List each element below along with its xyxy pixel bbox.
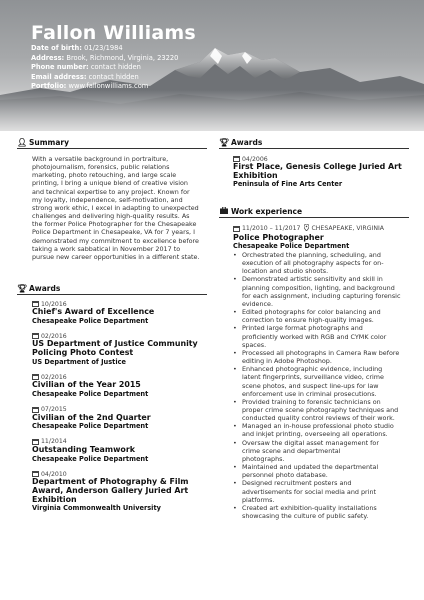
award-organization: Chesapeake Police Department xyxy=(32,316,149,325)
responsibility-item xyxy=(232,308,417,324)
trophy-icon: 🏆︎ xyxy=(219,138,230,147)
responsibility-line: and inkjet printing, overseeing all operations. xyxy=(242,430,388,439)
responsibility-line: location and studio shoots. xyxy=(242,267,329,276)
responsibility-line: planning composition, lighting, and background xyxy=(242,283,395,292)
summary-line: strong work ethic, I excel in adapting to unexpected xyxy=(32,203,199,212)
award-date: 10/2016 xyxy=(32,300,212,308)
work-heading: Work experience xyxy=(219,207,302,216)
briefcase-icon xyxy=(219,207,229,216)
summary-line: printing, I bring a unique blend of creative vision xyxy=(32,179,188,188)
responsibility-line: • Edited photographs for color balancing and xyxy=(242,308,381,317)
award-organization: Chesapeake Police Department xyxy=(32,390,149,398)
calendar-icon xyxy=(32,333,39,339)
responsibility-line: latent fingerprints, surveillance video, crime xyxy=(242,373,384,382)
left-awards-heading: 🏆︎ Awards xyxy=(17,284,61,293)
summary-line: pursue new career opportunities in a different state. xyxy=(32,252,200,261)
job-title: Police Photographer xyxy=(233,233,324,242)
summary-heading: 👤︎ Summary xyxy=(17,138,70,147)
responsibility-line: • Oversaw the digital asset management for xyxy=(242,438,379,447)
job-meta: 11/2010 – 11/2017 CHESAPEAKE, VIRGINIA xyxy=(233,224,384,233)
responsibility-line: • Printed large format photographs and xyxy=(242,324,363,333)
award-title: Department of Photography & Film xyxy=(32,477,189,487)
responsibility-item xyxy=(232,479,417,503)
calendar-icon xyxy=(32,301,39,307)
responsibility-item xyxy=(232,251,417,275)
summary-text xyxy=(32,155,212,261)
summary-line: the former Police Photographer for the Chesapeake xyxy=(32,220,197,229)
award-title: US Department of Justice Community xyxy=(32,339,198,349)
contact-email: Email address: contact hidden xyxy=(31,72,139,81)
calendar-icon xyxy=(32,374,39,380)
responsibility-item xyxy=(232,365,417,398)
responsibility-line: execution of all photography aspects for on- xyxy=(242,259,384,268)
responsibility-item xyxy=(232,439,417,463)
location-pin-icon xyxy=(304,224,309,233)
responsibility-item xyxy=(232,463,417,479)
award-item xyxy=(233,155,413,188)
responsibility-line: photographs. xyxy=(242,454,285,463)
person-icon: 👤︎ xyxy=(17,138,28,147)
calendar-icon xyxy=(32,439,39,445)
award-date: 02/2016 xyxy=(32,373,212,381)
responsibility-line: proper crime scene photography techniques and xyxy=(242,405,399,414)
award-date: 04/2006 xyxy=(233,155,413,163)
responsibility-item xyxy=(232,349,417,365)
award-organization: US Department of Justice xyxy=(32,357,126,366)
award-item xyxy=(32,373,212,398)
summary-line: photojournalism, forensics, public relations xyxy=(32,163,170,172)
award-item xyxy=(32,470,212,512)
responsibility-line: scene photos, and suspect line-ups for law xyxy=(242,381,379,390)
award-title: Civilian of the 2nd Quarter xyxy=(32,412,151,422)
responsibility-line: • Provided training to forensic technicians on xyxy=(242,397,381,406)
summary-line: challenges and delivering high-quality results. As xyxy=(32,212,190,221)
award-title: Exhibition xyxy=(32,494,77,504)
responsibility-item xyxy=(232,504,417,520)
responsibility-line: • Processed all photographs in Camera Raw before xyxy=(242,348,400,357)
award-date: 04/2010 xyxy=(32,470,212,478)
responsibility-line: platforms. xyxy=(242,495,275,504)
trophy-icon: 🏆︎ xyxy=(17,284,28,293)
award-title: Chief's Award of Excellence xyxy=(32,307,155,316)
award-date: 07/2015 xyxy=(32,406,212,414)
responsibility-line: advertisements for social media and print xyxy=(242,487,377,496)
responsibility-line: • Created art exhibition-quality installations xyxy=(242,503,377,512)
calendar-icon xyxy=(32,471,39,477)
responsibility-line: personnel photo database. xyxy=(242,471,328,480)
summary-line: With a versatile background in portraiture, xyxy=(32,155,169,163)
job-responsibilities-list xyxy=(232,251,417,520)
right-awards-heading: 🏆︎ Awards xyxy=(219,138,263,147)
responsibility-line: • Orchestrated the planning, scheduling, and xyxy=(242,251,381,259)
candidate-name: Fallon Williams xyxy=(31,22,196,44)
responsibility-line: showcasing the culture of public safety. xyxy=(242,512,369,520)
award-title: Civilian of the Year 2015 xyxy=(32,380,141,390)
contact-details xyxy=(31,44,178,92)
responsibility-line: conducted quality control reviews of their work. xyxy=(242,414,395,423)
award-title: Exhibition xyxy=(233,170,278,180)
right-awards-divider xyxy=(219,148,409,149)
responsibility-line: • Designed recruitment posters and xyxy=(242,479,352,488)
responsibility-line: correction to ensure high-quality images. xyxy=(242,316,374,325)
contact-phone: Phone number: contact hidden xyxy=(31,63,141,72)
calendar-icon xyxy=(233,226,240,232)
responsibility-line: • Managed an in-house professional photo studio xyxy=(242,422,394,431)
header-banner xyxy=(0,0,424,131)
award-title: First Place, Genesis College Juried Art xyxy=(233,162,402,171)
award-title: Outstanding Teamwork xyxy=(32,444,135,454)
job-company: Chesapeake Police Department xyxy=(233,242,350,250)
award-title: Policing Photo Contest xyxy=(32,348,134,357)
award-date: 02/2016 xyxy=(32,332,212,340)
award-organization: Virginia Commonwealth University xyxy=(32,504,161,513)
summary-line: my loyalty, independence, self-motivation, and xyxy=(32,195,183,204)
right-awards-list xyxy=(233,155,413,188)
award-item xyxy=(32,300,212,325)
responsibility-item xyxy=(232,324,417,348)
responsibility-item xyxy=(232,275,417,308)
responsibility-line: • Demonstrated artistic sensitivity and skill in xyxy=(242,275,383,284)
responsibility-item xyxy=(232,398,417,422)
calendar-icon xyxy=(233,156,240,162)
responsibility-line: • Maintained and updated the departmental xyxy=(242,463,379,472)
calendar-icon xyxy=(32,407,39,413)
award-item xyxy=(32,332,212,365)
award-item xyxy=(32,438,212,463)
award-title: Award, Anderson Gallery Juried Art xyxy=(32,485,189,495)
responsibility-line: • Enhanced photographic evidence, including xyxy=(242,365,383,374)
summary-line: taking a work sabbatical in November 2017 to xyxy=(32,244,181,253)
award-organization: Chesapeake Police Department xyxy=(32,454,149,463)
contact-address: Address: Brook, Richmond, Virginia, 23220 xyxy=(31,53,179,62)
responsibility-item xyxy=(232,422,417,438)
responsibility-line: for each assignment, including capturing forensic xyxy=(242,291,401,300)
responsibility-line: proficiently worked with RGB and CYMK color xyxy=(242,332,387,341)
award-organization: Chesapeake Police Department xyxy=(32,422,149,431)
responsibility-line: crime scene and departmental xyxy=(242,446,341,455)
responsibility-line: editing in Adobe Photoshop. xyxy=(242,357,332,366)
summary-line: Police Department in Chesapeake, VA for 7 years, I xyxy=(32,228,196,237)
contact-portfolio[interactable]: Portfolio: www.fallonwilliams.com xyxy=(31,82,149,91)
award-date: 11/2014 xyxy=(32,438,212,446)
award-item xyxy=(32,406,212,431)
summary-divider xyxy=(17,148,207,149)
summary-line: demonstrated my commitment to excellence before xyxy=(32,236,199,245)
left-awards-list xyxy=(32,300,212,520)
summary-line: marketing, photo retouching, and large scale xyxy=(32,171,177,180)
responsibility-line: evidence. xyxy=(242,299,274,308)
award-organization: Peninsula of Fine Arts Center xyxy=(233,180,343,189)
left-awards-divider xyxy=(17,294,207,295)
work-divider xyxy=(219,217,409,218)
responsibility-line: spaces. xyxy=(242,340,267,349)
responsibility-line: enforcement use in criminal prosecutions. xyxy=(242,389,377,398)
contact-dob: Date of birth: 01/23/1984 xyxy=(31,44,123,52)
summary-line: and technical expertise to any project. Known for xyxy=(32,187,190,196)
